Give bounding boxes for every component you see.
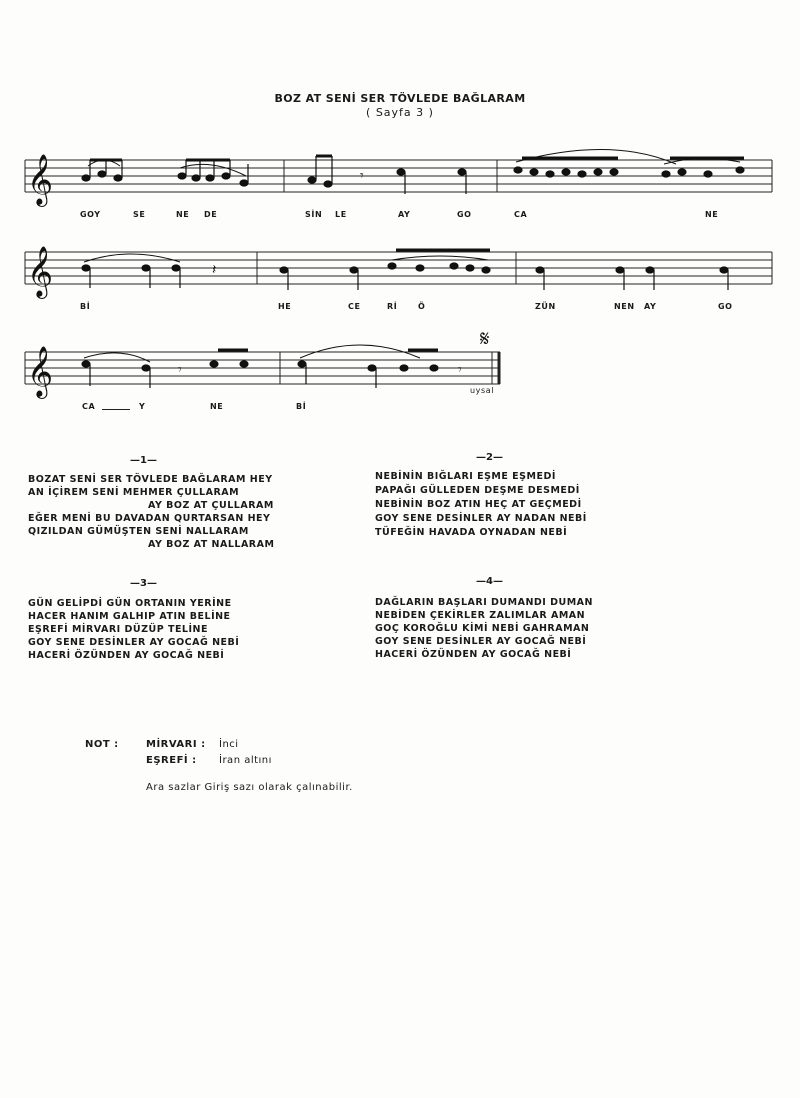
verse-line: TÜFEĞİN HAVADA OYNADAN NEBİ xyxy=(375,527,568,538)
lyric-syllable: CA xyxy=(82,402,96,411)
verse-line: GOÇ KOROĞLU KİMİ NEBİ GAHRAMAN xyxy=(375,623,590,634)
lyric-syllable: Bİ xyxy=(296,402,307,411)
lyric-syllable: Y xyxy=(139,402,146,411)
verse-line: NEBİDEN ÇEKİRLER ZALIMLAR AMAN xyxy=(375,610,586,621)
lyric-syllable: DE xyxy=(204,210,218,219)
song-title: BOZ AT SENİ SER TÖVLEDE BAĞLARAM xyxy=(274,92,526,105)
svg-text:𝄾: 𝄾 xyxy=(178,362,182,378)
verse-line: NEBİNİN BIĞLARI EŞME EŞMEDİ xyxy=(375,471,556,482)
svg-text:𝄾: 𝄾 xyxy=(458,362,462,378)
svg-text:𝄽: 𝄽 xyxy=(212,262,217,278)
lyric-syllable: GO xyxy=(718,302,733,311)
lyric-syllable: Rİ xyxy=(387,302,398,311)
verse-line: HACERİ ÖZÜNDEN AY GOCAĞ NEBİ xyxy=(375,649,572,660)
lyric-syllable: ZÜN xyxy=(535,302,556,311)
verse-number: —4— xyxy=(476,576,503,587)
verse-line: HACERİ ÖZÜNDEN AY GOCAĞ NEBİ xyxy=(28,650,225,661)
verse-line: AN İÇİREM SENİ MEHMER ÇULLARAM xyxy=(28,487,240,498)
verse-number: —3— xyxy=(130,578,157,589)
lyric-syllable: AY xyxy=(644,302,657,311)
lyric-extender xyxy=(102,409,130,410)
svg-text:𝄾: 𝄾 xyxy=(360,168,364,184)
lyric-syllable: NEN xyxy=(614,302,635,311)
verse-line: AY BOZ AT NALLARAM xyxy=(148,539,275,550)
music-staff-1 xyxy=(0,150,800,210)
lyric-syllable: HE xyxy=(278,302,292,311)
verse-line: BOZAT SENİ SER TÖVLEDE BAĞLARAM HEY xyxy=(28,474,273,485)
verse-line: EŞREFİ MİRVARI DÜZÜP TELİNE xyxy=(28,624,208,635)
music-staff-2 xyxy=(0,242,800,302)
verse-number: —2— xyxy=(476,452,503,463)
footer-note: Ara sazlar Giriş sazı olarak çalınabilir. xyxy=(146,782,353,793)
lyric-syllable: AY xyxy=(398,210,411,219)
verse-line: GÜN GELİPDİ GÜN ORTANIN YERİNE xyxy=(28,598,232,609)
treble-clef-icon: 𝄞 xyxy=(27,346,54,397)
verse-line: DAĞLARIN BAŞLARI DUMANDI DUMAN xyxy=(375,597,593,608)
verse-line: GOY SENE DESİNLER AY GOCAĞ NEBİ xyxy=(28,637,240,648)
verse-line: AY BOZ AT ÇULLARAM xyxy=(148,500,274,511)
lyric-syllable: Ö xyxy=(418,302,426,311)
verse-line: HACER HANIM GALHIP ATIN BELİNE xyxy=(28,611,231,622)
verse-line: PAPAĞI GÜLLEDEN DEŞME DESMEDİ xyxy=(375,485,580,496)
note-meaning: İran altını xyxy=(219,755,272,766)
lyric-syllable: Bİ xyxy=(80,302,91,311)
verse-line: NEBİNİN BOZ ATIN HEÇ AT GEÇMEDİ xyxy=(375,499,582,510)
treble-clef-icon: 𝄞 xyxy=(27,154,54,205)
lyric-syllable: CE xyxy=(348,302,361,311)
lyric-syllable: NE xyxy=(210,402,224,411)
lyric-syllable: GOY xyxy=(80,210,101,219)
music-staff-3 xyxy=(0,322,800,402)
treble-clef-icon: 𝄞 xyxy=(27,246,54,297)
verse-line: QIZILDAN GÜMÜŞTEN SENİ NALLARAM xyxy=(28,526,249,537)
note-meaning: İnci xyxy=(219,739,239,750)
lyric-syllable: LE xyxy=(335,210,347,219)
note-term: MİRVARI : xyxy=(146,739,206,750)
segno-word: uysal xyxy=(470,386,495,395)
verse-line: EĞER MENİ BU DAVADAN QURTARSAN HEY xyxy=(28,513,271,524)
lyric-syllable: SE xyxy=(133,210,146,219)
segno-icon: 𝄋 xyxy=(480,327,490,352)
verse-line: GOY SENE DESİNLER AY GOCAĞ NEBİ xyxy=(375,636,587,647)
lyric-syllable: NE xyxy=(176,210,190,219)
note-label: NOT : xyxy=(85,739,119,750)
note-term: EŞREFİ : xyxy=(146,755,197,766)
lyric-syllable: SİN xyxy=(305,210,323,219)
lyric-syllable: CA xyxy=(514,210,528,219)
verse-number: —1— xyxy=(130,455,157,466)
lyric-syllable: GO xyxy=(457,210,472,219)
lyric-syllable: NE xyxy=(705,210,719,219)
verse-line: GOY SENE DESİNLER AY NADAN NEBİ xyxy=(375,513,587,524)
page-reference: ( Sayfa 3 ) xyxy=(366,106,434,119)
